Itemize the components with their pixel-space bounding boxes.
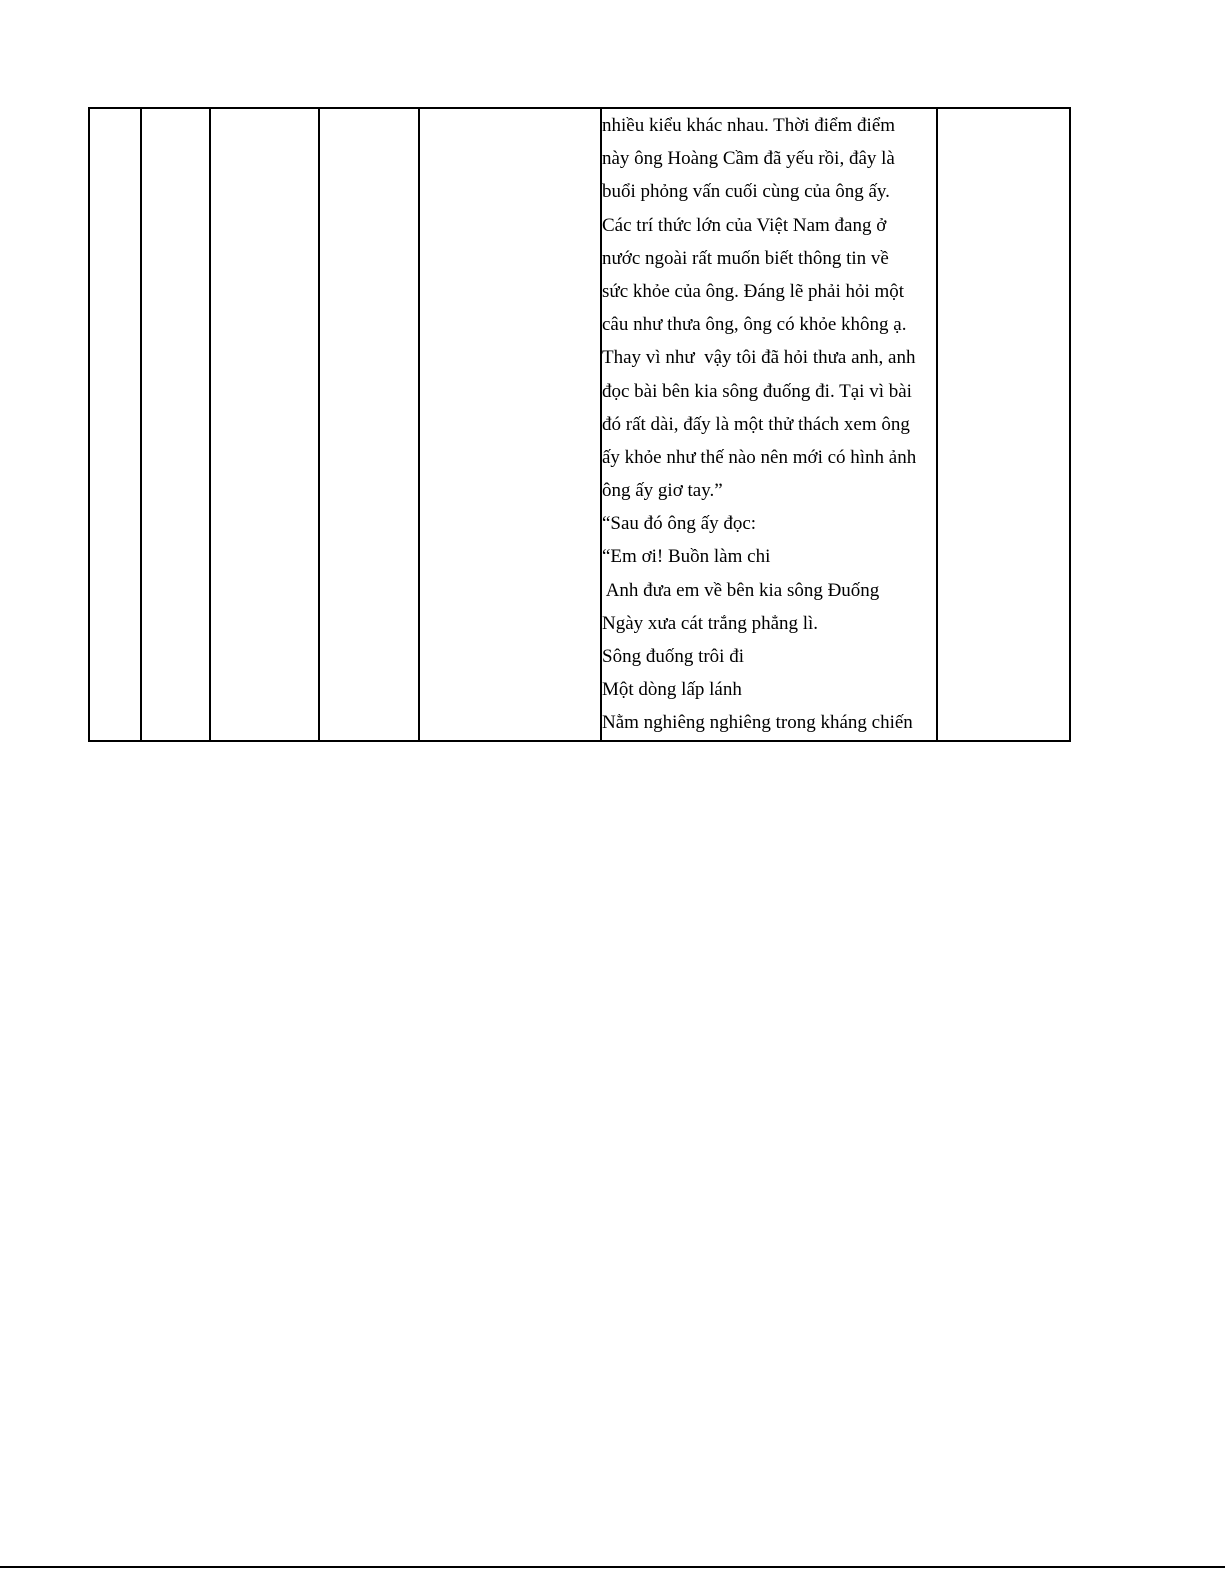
table-cell-col-1 <box>89 108 141 741</box>
table-cell-col-2 <box>141 108 210 741</box>
table-row <box>89 108 1070 741</box>
text-line: Ngày xưa cát trắng phẳng lì. <box>602 612 819 634</box>
table-cell-content <box>601 108 937 741</box>
text-line: Anh đưa em về bên kia sông Đuống <box>602 579 880 601</box>
text-line: nước ngoài rất muốn biết thông tin về <box>602 247 889 269</box>
text-line: Các trí thức lớn của Việt Nam đang ở <box>602 214 887 236</box>
text-line: đọc bài bên kia sông đuống đi. Tại vì bài <box>602 380 912 402</box>
text-line: đó rất dài, đấy là một thử thách xem ông <box>602 413 910 435</box>
content-table <box>88 107 1071 742</box>
text-line: “Em ơi! Buồn làm chi <box>602 546 771 568</box>
text-line: “Sau đó ông ấy đọc: <box>602 513 757 535</box>
text-line: nhiều kiểu khác nhau. Thời điểm điểm <box>602 115 896 136</box>
table-cell-col-3 <box>210 108 319 741</box>
text-line: Một dòng lấp lánh <box>602 679 742 701</box>
table-cell-col-7 <box>937 108 1070 741</box>
text-line: buổi phỏng vấn cuối cùng của ông ấy. <box>602 181 890 203</box>
text-line: ông ấy giơ tay.” <box>602 480 723 502</box>
text-line: Thay vì như vậy tôi đã hỏi thưa anh, anh <box>602 347 916 369</box>
text-line: câu như thưa ông, ông có khỏe không ạ. <box>602 314 907 336</box>
text-line: Sông đuống trôi đi <box>602 646 744 667</box>
page-bottom-rule <box>0 1566 1225 1568</box>
text-line: Nằm nghiêng nghiêng trong kháng chiến <box>602 712 913 734</box>
table-cell-col-4 <box>319 108 419 741</box>
text-line: này ông Hoàng Cầm đã yếu rồi, đây là <box>602 148 895 170</box>
text-line: ấy khỏe như thế nào nên mới có hình ảnh <box>602 446 917 468</box>
text-line: sức khỏe của ông. Đáng lẽ phải hỏi một <box>602 280 905 302</box>
table-cell-col-5 <box>419 108 601 741</box>
